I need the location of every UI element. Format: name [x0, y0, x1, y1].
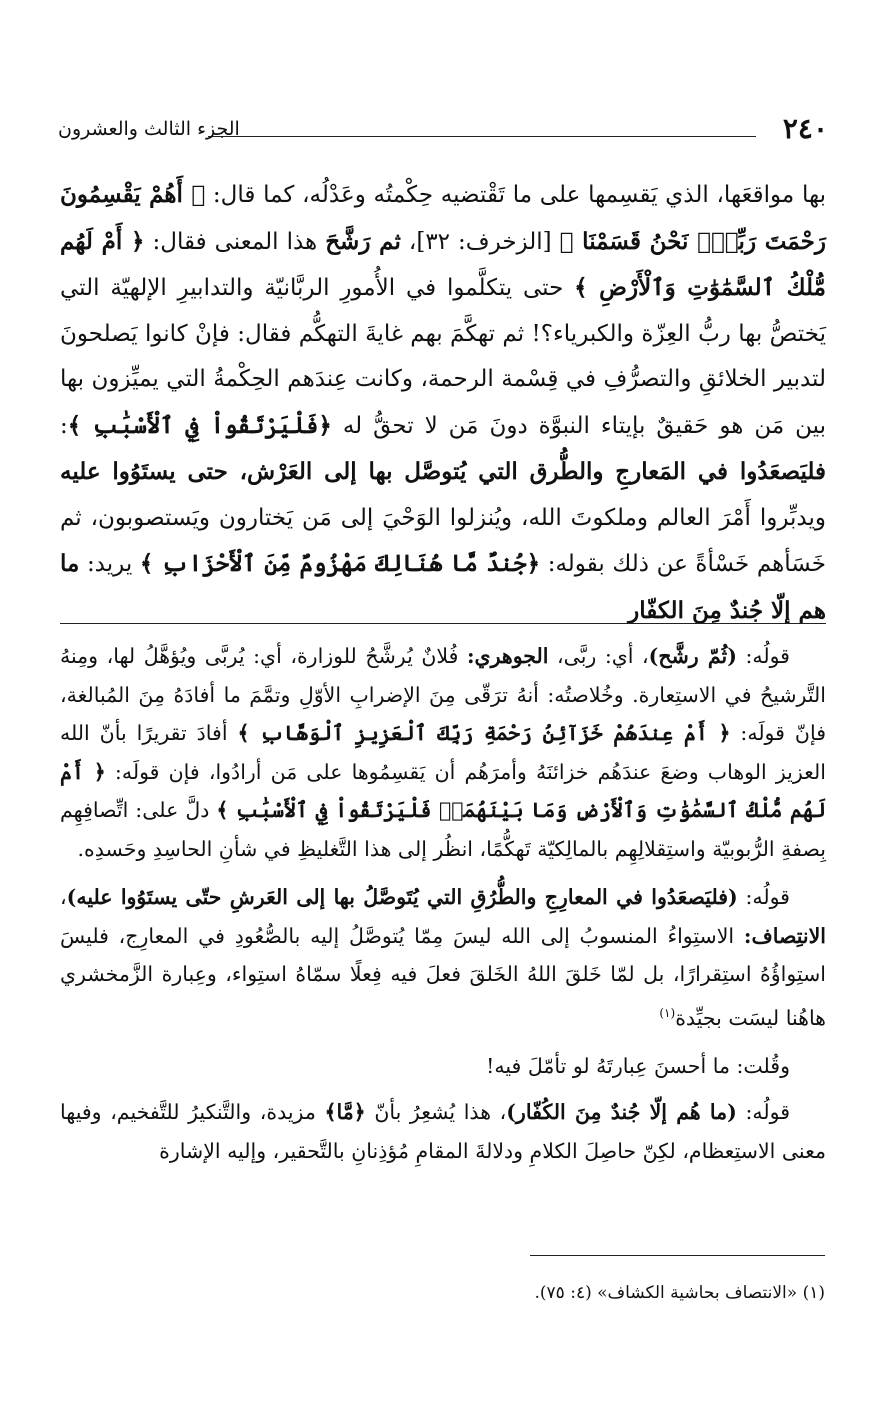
main-text [60, 172, 826, 634]
quran-verse: ﴿ أَمْ لَهُم مُّلْكُ ٱلسَّمَٰوَٰتِ وَٱلْأَرْضِ وَمَا بَيْنَهُمَاۖ فَلْيَرْتَقُواْ فِي ٱلْأَسْبَٰبِ ﴾ [60, 759, 826, 822]
bold-phrase: فليَصعَدُوا في المَعارجِ والطُّرق التي يُتوصَّل بها إلى العَرْش، حتى يستَوُوا عليه [60, 458, 826, 485]
text-run: : [60, 412, 68, 439]
footnote-rule [530, 1255, 825, 1256]
text-run: قولُه: [736, 644, 790, 668]
text-run: ، [60, 885, 67, 909]
bold-phrase: (ما هُم إلّا جُندٌ مِنَ الكُفّار) [506, 1100, 737, 1125]
bold-phrase: (فليَصعَدُوا في المعارِجِ والطُّرُقِ التي يُتَوصَّلُ بها إلى العَرشِ حتّى يستَوُوا عليه) [66, 885, 738, 909]
text-run: ويدبِّروا أَمْرَ العالم وملكوتَ الله، ويُنزلوا الوَحْيَ إلى مَن يَختارون ويَستصوبون، ثم خَسَأهم خَسْأةً عن ذلك بقوله: [60, 504, 827, 577]
text-run: ، هذا يُشعِرُ بأنّ [365, 1100, 507, 1125]
text-run: فُلانٌ يُرشَّحُ للوزارة، أي: يُربَّى ويُؤهَّلُ لها، ومِنهُ التَّرشيحُ في الاستِعارة. وخُلاصتُه: أنهُ ترَقّى مِنَ الإضرابِ الأوّلِ وتمَّمَ ما أفادَهُ مِنَ المُبالغة، فإنّ قولَه: [60, 644, 827, 745]
quran-verse: ﴿ أَمْ لَهُم مُّلْكُ ٱلسَّمَٰوَٰتِ وَٱلْأَرْضِ ﴾ [60, 227, 826, 301]
bold-phrase: الجوهري: [466, 644, 549, 668]
main-paragraph [60, 172, 826, 634]
bold-phrase: (ثُمّ رشَّح) [648, 644, 737, 668]
text-run: حتى يتكلَّموا في الأُمورِ الربَّانيّة والتدابيرِ الإلهيّة التي يَختصُّ بها ربُّ العِزّة والكبرياء؟! ثم تهكَّمَ بهم غايةَ التهكُّم فقال: فإنْ كانوا يَصلحونَ لتدبير الخلائقِ والتصرُّفِ في قِسْمة الرحمة، وكانت عِندَهم الحِكْمةُ التي يميِّزون بها بين مَن هو حَقيقٌ بإيتاء النبوَّة دونَ مَن لا تحقُّ له [60, 275, 827, 439]
page-number: ٢٤٠ [782, 112, 828, 145]
footnote: (١) «الانتصاف بحاشية الكشاف» (٤: ٧٥). [534, 1283, 825, 1303]
quran-verse: ﴿فَلْيَرْتَقُواْ فِي ٱلْأَسْبَٰبِ ﴾ [67, 411, 332, 439]
quran-verse: ﴿جُندٌ مَّا هُنَالِكَ مَهْزُومٌ مِّنَ ٱلْأَحْزَابِ ﴾ [139, 550, 541, 577]
running-header [58, 112, 828, 148]
commentary-divider [60, 623, 826, 624]
commentary-paragraph [60, 878, 826, 1037]
header-rule [208, 136, 756, 137]
text-run: أفادَ تقريرًا بأنّ الله العزيز الوهاب وضعَ عندَهُم خزائنَهُ وأمرَهُم أن يَقسِمُوها على مَن أرادُوا، فإن قولَه: [60, 721, 826, 784]
text-run: بها مواقعَها، الذي يَقسِمها على ما تَقْتضيه حِكْمتُه وعَدْلُه، كما قال: [205, 182, 826, 208]
text-run: مزيدة، والتَّنكيرُ للتَّفخيم، وفيها معنى الاستِعظام، لكِنّ حاصِلَ الكلامِ ودلالةَ المقامِ مُؤذِنانِ بالتَّحقير، وإليه الإشارة [60, 1100, 826, 1163]
bold-phrase: ما هم إلّا جُندٌ مِنَ الكفّار [60, 550, 826, 624]
text-run: يريد: [79, 551, 140, 577]
text-run: ، أي: ربَّى، [548, 644, 649, 668]
text-run: الاستِواءُ المنسوبُ إلى الله ليسَ مِمّا يُتوصَّلُ إليه بالصُّعُودِ في المعارِج، فليسَ استِواؤُهُ استِقرارًا، بل لمّا خَلقَ اللهُ الخَلقَ فعلَ فيه فِعلًا سمّاهُ استِواء، وعِبارة الزَّمخشري هاهُنا ليسَت بجيِّدة [60, 923, 826, 1030]
text-run: دلَّ على: اتِّصافِهِم بِصفةِ الرُّبوبيّة واستِقلالِهِم بالمالِكيّة تَهكُّمًا، انظُر إلى هذا التَّغليظِ في شأنِ الحاسِدِ وحَسدِه. [60, 798, 826, 861]
commentary-paragraph [60, 637, 826, 868]
commentary-paragraph [60, 1047, 826, 1086]
volume-title: الجزء الثالث والعشرون [58, 118, 240, 140]
text-run: قولُه: [737, 885, 790, 909]
quran-verse: ﴿ أَمْ عِندَهُمْ خَزَآئِنُ رَحْمَةِ رَبِّكَ ٱلْعَزِيزِ ٱلْوَهَّابِ ﴾ [237, 721, 731, 745]
text-run: [الزخرف: ٣٢]، [400, 228, 560, 255]
text-run: وقُلت: ما أحسنَ عِبارتَهُ لو تأمّلَ فيه! [486, 1053, 790, 1078]
bold-phrase: ثم رَشَّحَ [325, 227, 401, 255]
quran-verse: ﴿مَّا﴾ [324, 1100, 366, 1125]
text-run: هذا المعنى فقال: [144, 228, 326, 255]
commentary [60, 637, 826, 1180]
quran-verse: ﴿ أَهُمْ يَقْسِمُونَ رَحْمَتَ رَبِّكَۚ نَحْنُ قَسَمْنَا ﴾ [60, 181, 826, 255]
footnote-ref[interactable]: (١) [659, 1005, 676, 1020]
text-run: قولُه: [736, 1100, 790, 1125]
bold-phrase: الانتِصاف: [743, 923, 826, 948]
commentary-paragraph [60, 1093, 826, 1170]
